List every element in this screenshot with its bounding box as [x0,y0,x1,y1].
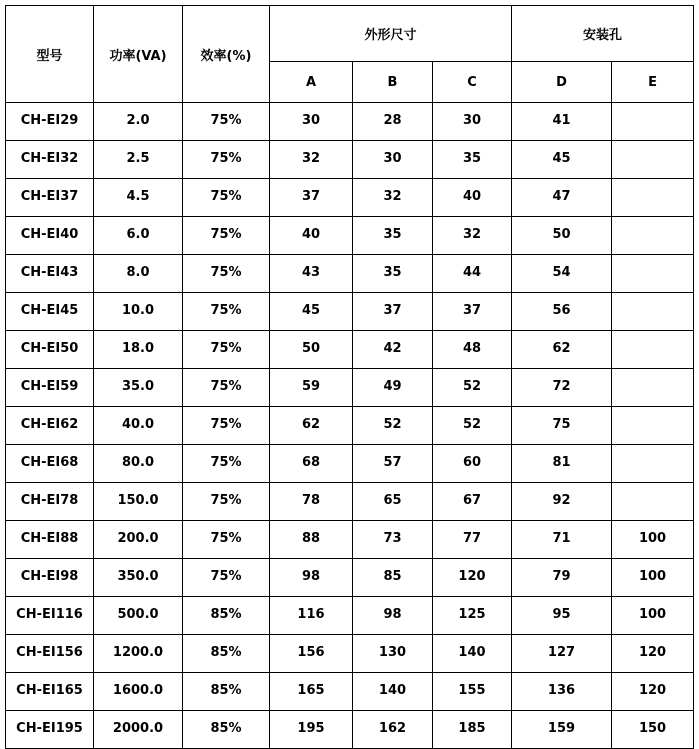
header-mounting: 安装孔 [512,6,694,62]
table-row [6,635,694,673]
cell-model: CH-EI195 [6,711,94,749]
cell-d: 81 [512,445,612,483]
cell-efficiency: 85% [183,597,270,635]
cell-a: 195 [270,711,353,749]
cell-power: 6.0 [94,217,183,255]
header-efficiency: 效率(%) [183,6,270,103]
cell-efficiency: 75% [183,179,270,217]
cell-efficiency: 75% [183,255,270,293]
cell-e [612,293,694,331]
cell-b: 35 [353,217,433,255]
table-row [6,559,694,597]
table-row [6,255,694,293]
table-row [6,673,694,711]
cell-efficiency: 75% [183,217,270,255]
table-row [6,597,694,635]
cell-model: CH-EI40 [6,217,94,255]
cell-e: 100 [612,597,694,635]
cell-efficiency: 85% [183,673,270,711]
cell-power: 2000.0 [94,711,183,749]
table-row [6,217,694,255]
table-row [6,407,694,445]
table-row [6,331,694,369]
cell-a: 156 [270,635,353,673]
cell-model: CH-EI32 [6,141,94,179]
table-row [6,483,694,521]
cell-model: CH-EI59 [6,369,94,407]
cell-efficiency: 75% [183,369,270,407]
cell-a: 116 [270,597,353,635]
cell-power: 500.0 [94,597,183,635]
cell-d: 127 [512,635,612,673]
table-row [6,141,694,179]
cell-efficiency: 75% [183,483,270,521]
cell-power: 35.0 [94,369,183,407]
cell-c: 185 [433,711,512,749]
cell-d: 72 [512,369,612,407]
cell-power: 8.0 [94,255,183,293]
cell-power: 150.0 [94,483,183,521]
cell-c: 140 [433,635,512,673]
cell-a: 68 [270,445,353,483]
cell-a: 37 [270,179,353,217]
table-row [6,103,694,141]
cell-efficiency: 75% [183,141,270,179]
header-d: D [512,62,612,103]
cell-b: 57 [353,445,433,483]
table-row [6,521,694,559]
cell-b: 42 [353,331,433,369]
cell-a: 43 [270,255,353,293]
cell-a: 30 [270,103,353,141]
cell-model: CH-EI116 [6,597,94,635]
cell-a: 50 [270,331,353,369]
cell-d: 54 [512,255,612,293]
cell-e: 120 [612,635,694,673]
table-row [6,179,694,217]
cell-b: 52 [353,407,433,445]
cell-b: 28 [353,103,433,141]
cell-a: 40 [270,217,353,255]
cell-e: 150 [612,711,694,749]
cell-b: 65 [353,483,433,521]
cell-c: 30 [433,103,512,141]
cell-d: 50 [512,217,612,255]
cell-e [612,445,694,483]
cell-e [612,369,694,407]
cell-a: 98 [270,559,353,597]
header-dimensions: 外形尺寸 [270,6,512,62]
cell-d: 45 [512,141,612,179]
header-e: E [612,62,694,103]
cell-e [612,103,694,141]
header-row-main [6,6,694,62]
cell-d: 47 [512,179,612,217]
table-row [6,445,694,483]
cell-e [612,179,694,217]
cell-power: 18.0 [94,331,183,369]
cell-model: CH-EI29 [6,103,94,141]
cell-c: 125 [433,597,512,635]
cell-model: CH-EI156 [6,635,94,673]
header-model: 型号 [6,6,94,103]
cell-b: 37 [353,293,433,331]
cell-power: 2.0 [94,103,183,141]
cell-c: 52 [433,407,512,445]
cell-e: 120 [612,673,694,711]
cell-d: 159 [512,711,612,749]
cell-model: CH-EI50 [6,331,94,369]
cell-d: 75 [512,407,612,445]
cell-power: 40.0 [94,407,183,445]
cell-efficiency: 75% [183,445,270,483]
header-a: A [270,62,353,103]
cell-model: CH-EI62 [6,407,94,445]
cell-e [612,217,694,255]
cell-c: 44 [433,255,512,293]
header-power: 功率(VA) [94,6,183,103]
cell-b: 32 [353,179,433,217]
cell-d: 71 [512,521,612,559]
cell-model: CH-EI37 [6,179,94,217]
cell-a: 45 [270,293,353,331]
cell-c: 120 [433,559,512,597]
cell-a: 59 [270,369,353,407]
table-body [6,103,694,749]
cell-model: CH-EI78 [6,483,94,521]
cell-e: 100 [612,521,694,559]
header-b: B [353,62,433,103]
cell-e [612,407,694,445]
cell-power: 10.0 [94,293,183,331]
cell-b: 73 [353,521,433,559]
cell-power: 200.0 [94,521,183,559]
cell-b: 130 [353,635,433,673]
cell-b: 98 [353,597,433,635]
cell-d: 62 [512,331,612,369]
cell-c: 40 [433,179,512,217]
cell-power: 1200.0 [94,635,183,673]
cell-b: 162 [353,711,433,749]
cell-b: 85 [353,559,433,597]
cell-c: 77 [433,521,512,559]
cell-d: 136 [512,673,612,711]
cell-c: 155 [433,673,512,711]
cell-e [612,483,694,521]
cell-d: 79 [512,559,612,597]
cell-c: 35 [433,141,512,179]
cell-c: 32 [433,217,512,255]
cell-d: 41 [512,103,612,141]
cell-d: 56 [512,293,612,331]
cell-e [612,255,694,293]
cell-efficiency: 75% [183,103,270,141]
cell-b: 140 [353,673,433,711]
cell-model: CH-EI88 [6,521,94,559]
cell-power: 1600.0 [94,673,183,711]
cell-a: 78 [270,483,353,521]
table-row [6,711,694,749]
cell-c: 60 [433,445,512,483]
cell-model: CH-EI43 [6,255,94,293]
cell-model: CH-EI45 [6,293,94,331]
cell-efficiency: 75% [183,559,270,597]
cell-a: 32 [270,141,353,179]
cell-a: 62 [270,407,353,445]
cell-e [612,141,694,179]
cell-power: 350.0 [94,559,183,597]
cell-efficiency: 75% [183,521,270,559]
cell-a: 88 [270,521,353,559]
table-row [6,369,694,407]
cell-c: 48 [433,331,512,369]
cell-efficiency: 85% [183,635,270,673]
cell-b: 49 [353,369,433,407]
cell-model: CH-EI98 [6,559,94,597]
cell-power: 2.5 [94,141,183,179]
cell-power: 4.5 [94,179,183,217]
cell-d: 95 [512,597,612,635]
cell-e: 100 [612,559,694,597]
cell-d: 92 [512,483,612,521]
cell-model: CH-EI165 [6,673,94,711]
cell-a: 165 [270,673,353,711]
table-row [6,293,694,331]
cell-b: 30 [353,141,433,179]
header-c: C [433,62,512,103]
cell-efficiency: 85% [183,711,270,749]
cell-power: 80.0 [94,445,183,483]
cell-b: 35 [353,255,433,293]
cell-e [612,331,694,369]
cell-model: CH-EI68 [6,445,94,483]
cell-efficiency: 75% [183,331,270,369]
cell-c: 67 [433,483,512,521]
cell-c: 37 [433,293,512,331]
cell-c: 52 [433,369,512,407]
cell-efficiency: 75% [183,407,270,445]
spec-table [5,5,694,749]
cell-efficiency: 75% [183,293,270,331]
